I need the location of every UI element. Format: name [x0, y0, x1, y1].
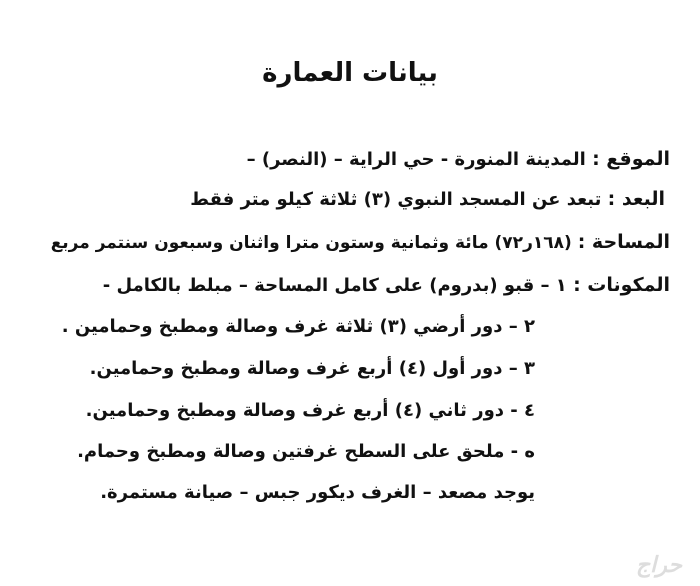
component-item: ٣ – دور أول (٤) أربع غرف وصالة ومطبخ وحمامين.	[89, 358, 535, 379]
watermark-logo: حراج	[635, 553, 682, 578]
area-line	[51, 229, 670, 256]
area-label: المساحة :	[577, 231, 670, 253]
component-item: ٤ - دور ثاني (٤) أربع غرف وصالة ومطبخ وحمامين.	[85, 400, 535, 421]
distance-value: تبعد عن المسجد النبوي (٣) ثلاثة كيلو متر فقط	[190, 189, 602, 210]
components-label: المكونات :	[573, 274, 670, 296]
area-value: (١٦٨ر٧٢) مائة وثمانية وستون مترا واثنان وسبعون سنتمر مربع	[50, 233, 572, 253]
components-line	[103, 272, 670, 299]
distance-label: البعد :	[607, 188, 665, 210]
note-line: يوجد مصعد – الغرف ديكور جبس – صيانة مستمرة.	[100, 482, 535, 503]
component-item: ١ – قبو (بدروم) على كامل المساحة – مبلط بالكامل -	[102, 275, 567, 296]
component-item: ه - ملحق على السطح غرفتين وصالة ومطبخ وحمام.	[77, 441, 535, 462]
distance-line	[190, 186, 665, 213]
location-label: الموقع :	[592, 148, 670, 170]
location-line	[247, 146, 670, 173]
component-item: ٢ – دور أرضي (٣) ثلاثة غرف وصالة ومطبخ وحمامين .	[61, 316, 535, 337]
document-title: بيانات العمارة	[262, 58, 438, 88]
location-value: المدينة المنورة - حي الراية – (النصر) –	[246, 149, 586, 170]
